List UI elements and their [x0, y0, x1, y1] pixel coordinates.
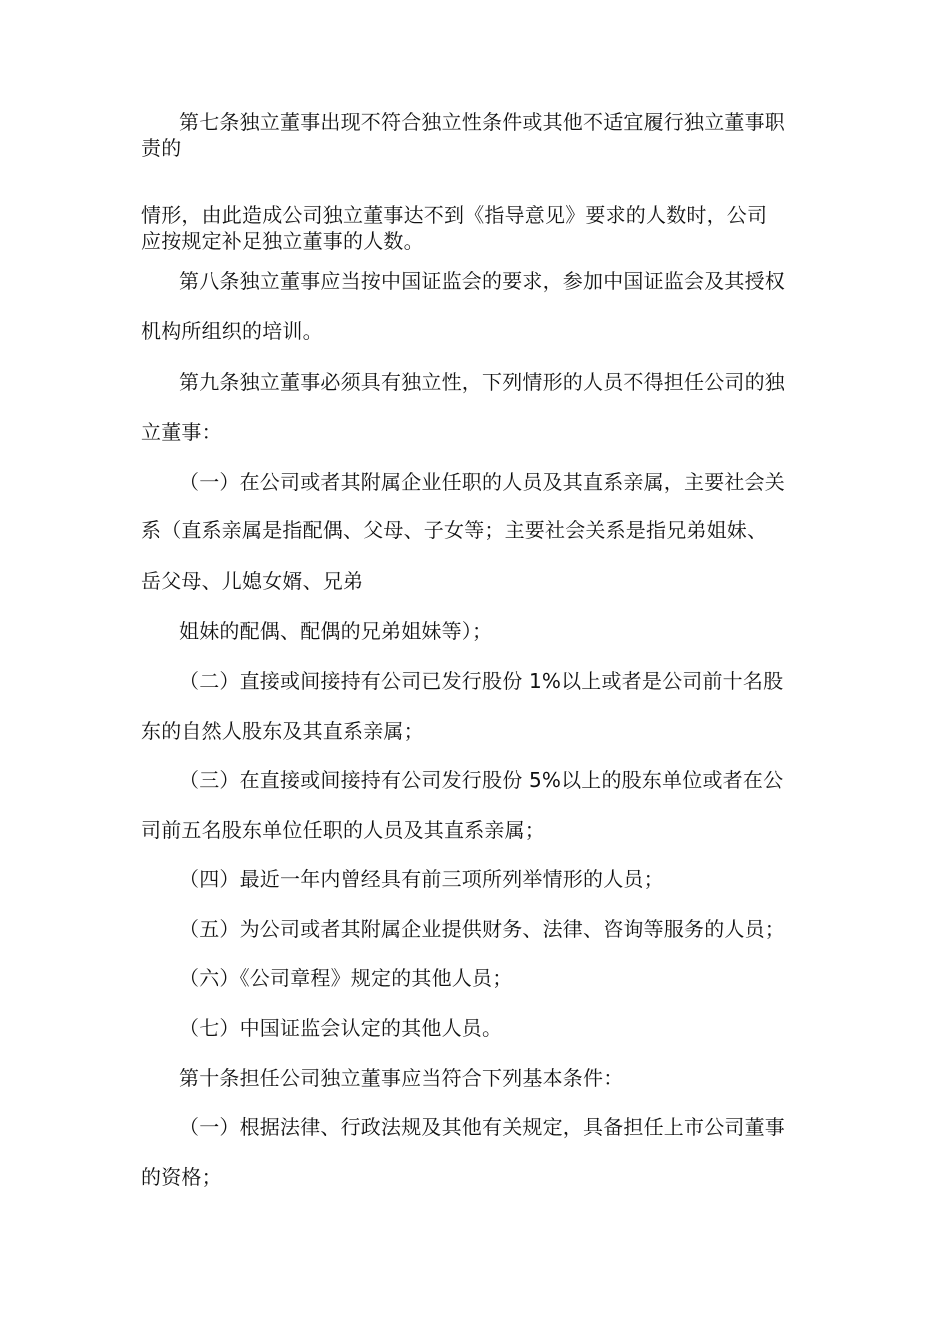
- text-line: 机构所组织的培训。: [141, 319, 323, 343]
- text-line: （二）直接或间接持有公司已发行股份 1%以上或者是公司前十名股: [179, 669, 784, 693]
- text-line: 姐妹的配偶、配偶的兄弟姐妹等）；: [179, 619, 493, 643]
- text-line: 第七条独立董事出现不符合独立性条件或其他不适宜履行独立董事职: [179, 110, 785, 134]
- text-line: （一）在公司或者其附属企业任职的人员及其直系亲属，主要社会关: [179, 470, 785, 494]
- text-line: 情形，由此造成公司独立董事达不到《指导意见》要求的人数时，公司: [141, 203, 768, 227]
- text-line: （七）中国证监会认定的其他人员。: [179, 1016, 503, 1040]
- text-line: 立董事：: [141, 420, 222, 444]
- text-line: 第九条独立董事必须具有独立性，下列情形的人员不得担任公司的独: [179, 370, 785, 394]
- text-line: 的资格；: [141, 1165, 222, 1189]
- text-line: 应按规定补足独立董事的人数。: [141, 229, 424, 253]
- text-line: 第八条独立董事应当按中国证监会的要求，参加中国证监会及其授权: [179, 269, 785, 293]
- text-line: （一）根据法律、行政法规及其他有关规定，具备担任上市公司董事: [179, 1115, 785, 1139]
- text-line: 岳父母、儿媳女婿、兄弟: [141, 569, 364, 593]
- text-line: （五）为公司或者其附属企业提供财务、法律、咨询等服务的人员；: [179, 917, 785, 941]
- text-line: （四）最近一年内曾经具有前三项所列举情形的人员；: [179, 867, 664, 891]
- text-line: 责的: [141, 136, 182, 160]
- text-line: 东的自然人股东及其直系亲属；: [141, 719, 424, 743]
- text-line: （三）在直接或间接持有公司发行股份 5%以上的股东单位或者在公: [179, 768, 784, 792]
- text-line: （六）《公司章程》规定的其他人员；: [179, 966, 513, 990]
- text-line: 司前五名股东单位任职的人员及其直系亲属；: [141, 818, 545, 842]
- text-line: 第十条担任公司独立董事应当符合下列基本条件：: [179, 1066, 624, 1090]
- text-line: 系（直系亲属是指配偶、父母、子女等；主要社会关系是指兄弟姐妹、: [141, 518, 768, 542]
